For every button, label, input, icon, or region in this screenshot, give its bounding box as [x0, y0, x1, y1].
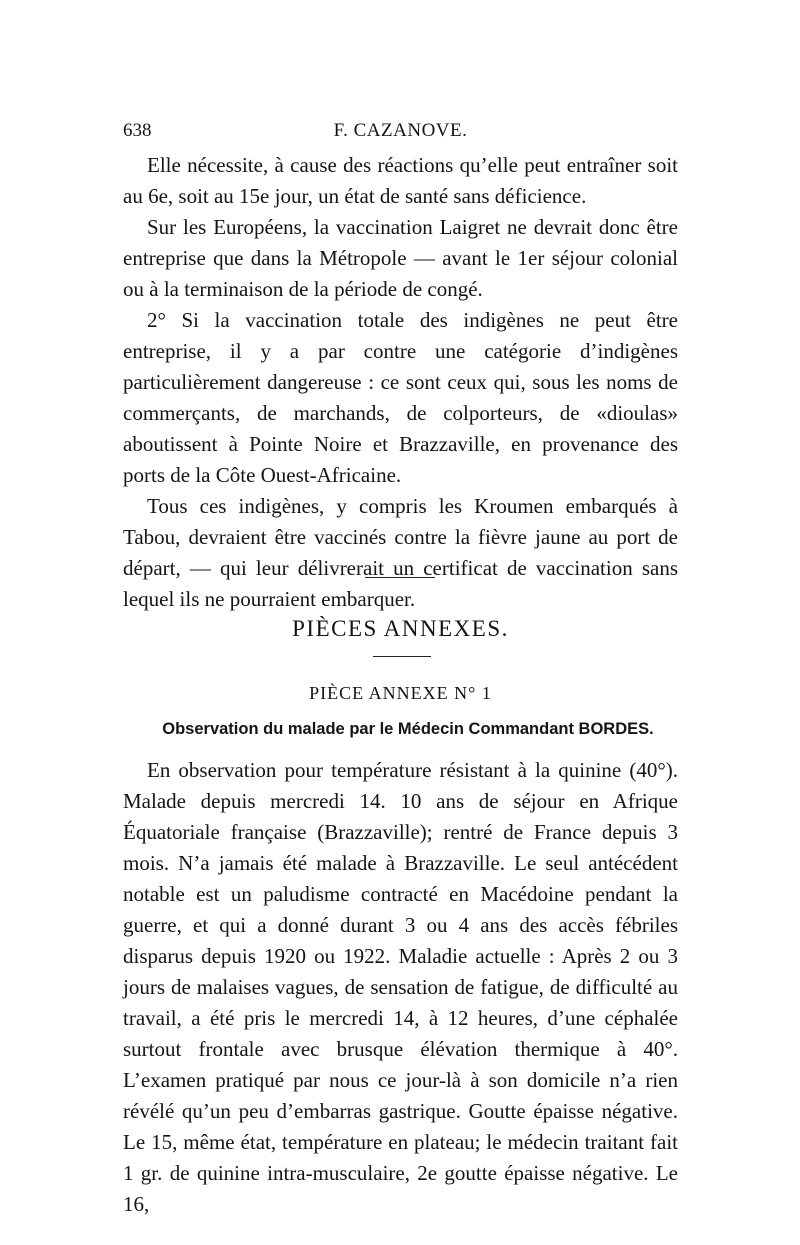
observation-text: [123, 755, 678, 1220]
section-vaccination-text: [123, 150, 678, 615]
observation-heading: Observation du malade par le Médecin Commandant BORDES.: [162, 720, 654, 738]
running-title: F. CAZANOVE.: [333, 120, 468, 141]
page-number: 638: [123, 120, 152, 141]
annex-subtitle: PIÈCE ANNEXE N° 1: [309, 683, 492, 703]
annexes-title: PIÈCES ANNEXES.: [292, 616, 509, 641]
paragraph: Elle nécessite, à cause des réactions qu’elle peut entraîner soit au 6e, soit au 15e jour, un état de santé sans déficience.: [123, 153, 678, 208]
paragraph: Sur les Européens, la vaccination Laigret ne devrait donc être entreprise que dans la Métropole — avant le 1er séjour colonial ou à la terminaison de la période de congé.: [123, 215, 678, 301]
title-divider: [373, 656, 431, 657]
paragraph: Tous ces indigènes, y compris les Kroumen embarqués à Tabou, devraient être vaccinés contre la fièvre jaune au port de départ, — qui leur délivrerait un certificat de vaccination sans lequel ils ne pourraient embarquer.: [123, 494, 678, 611]
section-divider: [365, 577, 435, 578]
paragraph: 2° Si la vaccination totale des indigènes ne peut être entreprise, il y a par contre une catégorie d’indigènes particulièrement dangereuse : ce sont ceux qui, sous les noms de commerçants, de marchands, de colporteurs, de «dioulas» aboutissent à Pointe Noire et Brazzaville, en provenance des ports de la Côte Ouest-Africaine.: [123, 308, 678, 487]
paragraph: En observation pour température résistant à la quinine (40°). Malade depuis mercredi 14. 10 ans de séjour en Afrique Équatoriale française (Brazzaville); rentré de France depuis 3 mois. N’a jamais été malade à Brazzaville. Le seul antécédent notable est un paludisme contracté en Macédoine pendant la guerre, et qui a donné durant 3 ou 4 ans des accès fébriles disparus depuis 1920 ou 1922. Maladie actuelle : Après 2 ou 3 jours de malaises vagues, de sensation de fatigue, de difficulté au travail, a été pris le mercredi 14, à 12 heures, d’une céphalée surtout frontale avec brusque élévation thermique à 40°. L’examen pratiqué par nous ce jour-là à son domicile n’a rien révélé qu’un peu d’embarras gastrique. Goutte épaisse négative. Le 15, même état, température en plateau; le médecin traitant fait 1 gr. de quinine intra-musculaire, 2e goutte épaisse négative. Le 16,: [123, 758, 678, 1216]
running-head: [123, 120, 678, 150]
